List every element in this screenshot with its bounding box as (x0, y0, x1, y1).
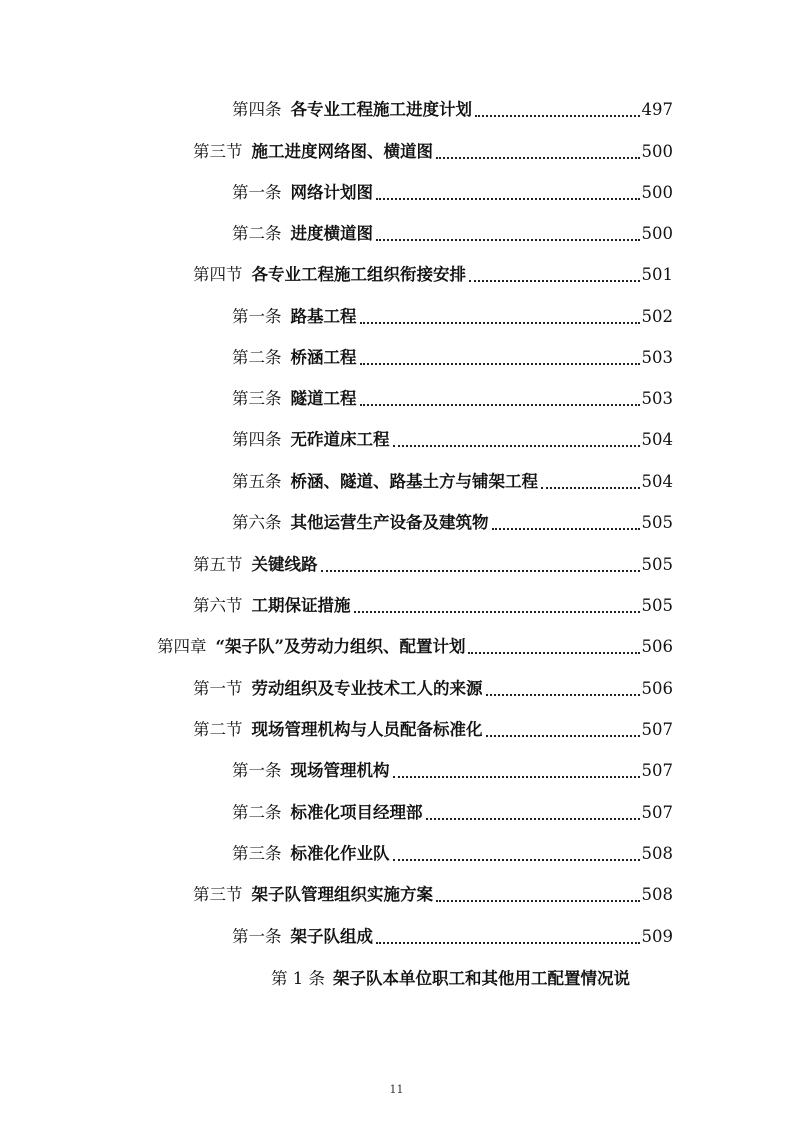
toc-entry-title: 标准化作业队 (290, 844, 390, 863)
toc-entry-page: 508 (641, 844, 673, 863)
toc-entry-page: 502 (641, 307, 673, 326)
toc-entry[interactable] (193, 882, 673, 908)
toc-entry-label: 第五条 (232, 472, 282, 491)
toc-entry-label: 第六节 (193, 596, 243, 615)
toc-entry-label: 第一条 (232, 307, 282, 326)
toc-entry[interactable] (232, 304, 673, 330)
toc-entry[interactable] (232, 97, 673, 123)
toc-entry[interactable] (193, 593, 673, 619)
toc-entry[interactable] (232, 345, 673, 371)
toc-entry-title: 进度横道图 (290, 224, 373, 243)
dot-leader (486, 735, 640, 737)
dot-leader (393, 445, 640, 447)
toc-entry[interactable] (232, 510, 673, 536)
toc-entry-title: 网络计划图 (290, 183, 373, 202)
toc-entry-page: 507 (641, 761, 673, 780)
toc-entry-title: 各专业工程施工组织衔接安排 (251, 265, 466, 284)
toc-entry-page: 507 (641, 720, 673, 739)
toc-entry-title: 其他运营生产设备及建筑物 (290, 513, 489, 532)
toc-entry-label: 第一条 (232, 927, 282, 946)
toc-entry-page: 504 (641, 472, 673, 491)
toc-entry[interactable] (157, 634, 673, 660)
toc-entry-title: 关键线路 (251, 555, 318, 574)
dot-leader (321, 570, 640, 572)
toc-entry[interactable] (193, 262, 673, 288)
dot-leader (469, 280, 640, 282)
toc-entry-label: 第三节 (193, 885, 243, 904)
toc-entry-title: 劳动组织及专业技术工人的来源 (251, 679, 483, 698)
toc-entry-label: 第 1 条 (271, 969, 325, 988)
toc-entry-label: 第一条 (232, 761, 282, 780)
toc-entry-page: 503 (641, 348, 673, 367)
toc-entry[interactable] (271, 966, 630, 992)
dot-leader (354, 611, 640, 613)
toc-entry-label: 第四章 (157, 637, 207, 656)
toc-entry-page: 505 (641, 513, 673, 532)
toc-entry-label: 第六条 (232, 513, 282, 532)
toc-entry-label: 第一条 (232, 183, 282, 202)
toc-entry[interactable] (232, 758, 673, 784)
toc-entry-page: 500 (641, 224, 673, 243)
toc-entry-page: 500 (641, 183, 673, 202)
toc-entry[interactable] (232, 841, 673, 867)
toc-entry-page: 509 (641, 927, 673, 946)
toc-entry-title: 架子队管理组织实施方案 (251, 885, 433, 904)
dot-leader (492, 528, 640, 530)
dot-leader (475, 115, 640, 117)
dot-leader (393, 776, 640, 778)
toc-entry[interactable] (193, 676, 673, 702)
toc-entry-title: 隧道工程 (290, 389, 357, 408)
toc-entry[interactable] (193, 139, 673, 165)
toc-entry[interactable] (232, 180, 673, 206)
toc-entry[interactable] (232, 924, 673, 950)
toc-entry-title: 无砟道床工程 (290, 430, 390, 449)
toc-entry-title: 各专业工程施工进度计划 (290, 100, 472, 119)
toc-entry[interactable] (232, 800, 673, 826)
toc-entry-page: 503 (641, 389, 673, 408)
toc-entry-label: 第一节 (193, 679, 243, 698)
dot-leader (486, 694, 640, 696)
toc-entry-title: 桥涵工程 (290, 348, 357, 367)
toc-entry[interactable] (232, 469, 673, 495)
dot-leader (436, 900, 640, 902)
toc-entry-title: 标准化项目经理部 (290, 803, 423, 822)
toc-entry-title: 架子队组成 (290, 927, 373, 946)
toc-entry-label: 第五节 (193, 555, 243, 574)
toc-entry-page: 505 (641, 555, 673, 574)
dot-leader (376, 942, 640, 944)
toc-entry-page: 506 (641, 679, 673, 698)
toc-entry-label: 第二条 (232, 224, 282, 243)
toc-entry-title: 桥涵、隧道、路基土方与铺架工程 (290, 472, 538, 491)
toc-entry-title: 工期保证措施 (251, 596, 351, 615)
toc-entry-page: 508 (641, 885, 673, 904)
toc-entry-page: 507 (641, 803, 673, 822)
toc-entry-title: 路基工程 (290, 307, 357, 326)
toc-entry-label: 第三节 (193, 142, 243, 161)
toc-entry-label: 第二条 (232, 803, 282, 822)
toc-entry-label: 第四节 (193, 265, 243, 284)
dot-leader (376, 239, 640, 241)
toc-entry-page: 500 (641, 142, 673, 161)
toc-entry-page: 505 (641, 596, 673, 615)
toc-entry-page: 501 (641, 265, 673, 284)
toc-entry[interactable] (232, 427, 673, 453)
toc-entry-label: 第二节 (193, 720, 243, 739)
toc-entry-title: 现场管理机构 (290, 761, 390, 780)
toc-entry-label: 第二条 (232, 348, 282, 367)
page-number: 11 (389, 1083, 404, 1096)
dot-leader (360, 322, 640, 324)
dot-leader (376, 198, 640, 200)
toc-entry[interactable] (193, 717, 673, 743)
toc-entry-page: 506 (641, 637, 673, 656)
toc-entry-page: 504 (641, 430, 673, 449)
toc-entry-title: “架子队”及劳动力组织、配置计划 (215, 637, 466, 656)
toc-entry-label: 第四条 (232, 430, 282, 449)
dot-leader (360, 363, 640, 365)
toc-entry-title: 架子队本单位职工和其他用工配置情况说 (333, 969, 630, 988)
dot-leader (468, 652, 639, 654)
toc-entry-title: 施工进度网络图、横道图 (251, 142, 433, 161)
toc-entry-label: 第三条 (232, 389, 282, 408)
dot-leader (541, 487, 640, 489)
toc-entry-title: 现场管理机构与人员配备标准化 (251, 720, 483, 739)
dot-leader (360, 404, 640, 406)
toc-entry[interactable] (232, 386, 673, 412)
dot-leader (436, 157, 640, 159)
toc-entry[interactable] (232, 221, 673, 247)
dot-leader (393, 859, 640, 861)
toc-entry-label: 第四条 (232, 100, 282, 119)
dot-leader (426, 818, 640, 820)
toc-entry-label: 第三条 (232, 844, 282, 863)
toc-entry[interactable] (193, 552, 673, 578)
toc-entry-page: 497 (641, 100, 673, 119)
